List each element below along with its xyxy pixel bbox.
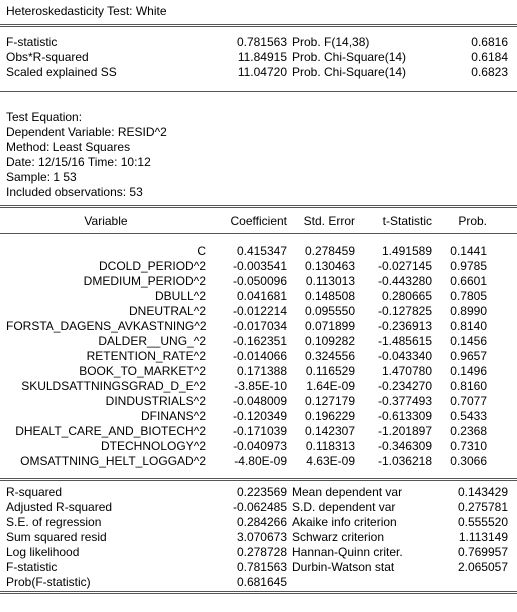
variable-name: FORSTA_DAGENS_AVKASTNING^2 (6, 319, 207, 333)
table-cell: 0.2368 (450, 424, 487, 438)
stat-value: 0.223569 (236, 485, 287, 499)
stat-label: Mean dependent var (292, 485, 403, 499)
table-cell: -0.027145 (377, 259, 432, 273)
table-cell: 0.415347 (236, 244, 287, 258)
table-cell: 0.041681 (236, 289, 287, 303)
table-cell: -0.040973 (232, 439, 287, 453)
divider (0, 591, 517, 594)
table-cell: 0.113013 (305, 274, 355, 288)
variable-name: DALDER__UNG_^2 (98, 334, 206, 348)
stat-label: Log likelihood (6, 545, 80, 559)
table-cell: 0.196229 (304, 409, 355, 423)
variable-name: DHEALT_CARE_AND_BIOTECH^2 (15, 424, 206, 438)
summary-label: F-statistic (6, 35, 58, 49)
table-cell: 0.142307 (304, 424, 355, 438)
test-equation-line: Test Equation: (6, 110, 83, 124)
summary-prob: 0.6816 (471, 35, 508, 49)
table-cell: -0.443280 (377, 274, 432, 288)
table-cell: 0.6601 (450, 274, 487, 288)
table-cell: -4.80E-09 (234, 454, 287, 468)
table-cell: -0.613309 (377, 409, 432, 423)
variable-name: DFINANS^2 (141, 409, 206, 423)
table-cell: -1.201897 (377, 424, 432, 438)
stat-value: 0.681645 (236, 575, 287, 589)
table-cell: -0.171039 (232, 424, 287, 438)
stat-label: Akaike info criterion (292, 515, 397, 529)
divider (0, 91, 517, 92)
stat-label: Schwarz criterion (292, 530, 385, 544)
table-cell: -0.003541 (232, 259, 287, 273)
table-cell: -1.485615 (377, 334, 432, 348)
table-cell: -0.050096 (232, 274, 287, 288)
table-cell: -3.85E-10 (234, 379, 287, 393)
stat-value: 1.113149 (458, 530, 508, 544)
stat-value: -0.062485 (232, 500, 287, 514)
table-cell: -0.017034 (232, 319, 287, 333)
table-cell: 0.127179 (304, 394, 355, 408)
table-cell: 0.9785 (450, 259, 487, 273)
summary-prob-label: Prob. Chi-Square(14) (292, 50, 407, 64)
stat-label: Prob(F-statistic) (6, 575, 91, 589)
variable-name: C (197, 244, 206, 258)
table-cell: 0.1456 (450, 334, 487, 348)
table-cell: 4.63E-09 (306, 454, 355, 468)
summary-label: Obs*R-squared (6, 50, 89, 64)
table-cell: -0.236913 (377, 319, 432, 333)
summary-prob-label: Prob. F(14,38) (292, 35, 370, 49)
variable-name: DMEDIUM_PERIOD^2 (83, 274, 206, 288)
stat-value: 0.278728 (236, 545, 287, 559)
column-header: Prob. (458, 214, 487, 228)
table-cell: 0.148508 (304, 289, 355, 303)
table-cell: -0.162351 (232, 334, 287, 348)
divider (0, 233, 517, 234)
stat-label: Sum squared resid (6, 530, 107, 544)
table-cell: 0.116529 (305, 364, 355, 378)
table-cell: 0.118313 (305, 439, 355, 453)
summary-prob-label: Prob. Chi-Square(14) (292, 65, 407, 79)
divider (0, 205, 517, 208)
table-cell: 0.7310 (450, 439, 487, 453)
table-cell: 0.278459 (304, 244, 355, 258)
stat-value: 0.555520 (457, 515, 508, 529)
table-cell: 0.5433 (450, 409, 487, 423)
table-cell: 1.64E-09 (306, 379, 355, 393)
summary-label: Scaled explained SS (6, 65, 117, 79)
table-cell: -0.234270 (377, 379, 432, 393)
variable-name: OMSATTNING_HELT_LOGGAD^2 (20, 454, 206, 468)
table-cell: 0.071899 (304, 319, 355, 333)
column-header: Coefficient (230, 214, 287, 228)
table-cell: 0.1441 (450, 244, 487, 258)
divider (0, 478, 517, 481)
table-cell: 1.470780 (381, 364, 432, 378)
table-cell: -1.036218 (377, 454, 432, 468)
summary-value: 0.781563 (236, 35, 287, 49)
table-cell: -0.377493 (377, 394, 432, 408)
table-cell: 0.1496 (450, 364, 487, 378)
table-cell: 0.7077 (450, 394, 487, 408)
table-cell: -0.127825 (377, 304, 432, 318)
table-cell: 1.491589 (381, 244, 432, 258)
table-cell: 0.130463 (304, 259, 355, 273)
table-cell: -0.120349 (232, 409, 287, 423)
table-cell: -0.346309 (377, 439, 432, 453)
stat-value: 0.769957 (457, 545, 508, 559)
variable-name: BOOK_TO_MARKET^2 (79, 364, 206, 378)
column-header: Std. Error (303, 214, 355, 228)
table-cell: 0.9657 (450, 349, 487, 363)
variable-name: SKULDSATTNINGSGRAD_D_E^2 (21, 379, 206, 393)
stat-label: R-squared (6, 485, 63, 499)
table-cell: 0.171388 (236, 364, 287, 378)
stat-label: Durbin-Watson stat (292, 560, 395, 574)
summary-prob: 0.6184 (471, 50, 508, 64)
table-cell: 0.280665 (381, 289, 432, 303)
stat-label: Hannan-Quinn criter. (292, 545, 403, 559)
variable-name: DTECHNOLOGY^2 (101, 439, 206, 453)
stat-value: 0.781563 (236, 560, 287, 574)
stat-value: 3.070673 (236, 530, 287, 544)
stat-label: S.E. of regression (6, 515, 102, 529)
variable-name: DNEUTRAL^2 (129, 304, 206, 318)
test-equation-line: Method: Least Squares (6, 140, 131, 154)
summary-value: 11.04720 (237, 65, 287, 79)
table-cell: 0.8990 (450, 304, 487, 318)
variable-name: DCOLD_PERIOD^2 (99, 259, 206, 273)
table-cell: 0.324556 (304, 349, 355, 363)
test-equation-line: Dependent Variable: RESID^2 (6, 125, 167, 139)
variable-name: DINDUSTRIALS^2 (105, 394, 206, 408)
column-header: Variable (84, 214, 128, 228)
divider (0, 24, 517, 27)
table-cell: -0.048009 (232, 394, 287, 408)
table-cell: 0.7805 (450, 289, 487, 303)
table-cell: 0.095550 (304, 304, 355, 318)
test-equation-line: Sample: 1 53 (6, 170, 77, 184)
table-cell: 0.109282 (304, 334, 355, 348)
stat-label: S.D. dependent var (292, 500, 396, 514)
test-equation-line: Date: 12/15/16 Time: 10:12 (6, 155, 151, 169)
stat-value: 0.143429 (457, 485, 508, 499)
test-title: Heteroskedasticity Test: White (6, 4, 167, 18)
table-cell: 0.8160 (450, 379, 487, 393)
table-cell: 0.8140 (450, 319, 487, 333)
variable-name: DBULL^2 (155, 289, 206, 303)
stat-label: F-statistic (6, 560, 58, 574)
stat-label: Adjusted R-squared (6, 500, 113, 514)
column-header: t-Statistic (382, 214, 432, 228)
table-cell: 0.3066 (450, 454, 487, 468)
stat-value: 0.284266 (236, 515, 287, 529)
variable-name: RETENTION_RATE^2 (86, 349, 206, 363)
table-cell: -0.014066 (232, 349, 287, 363)
summary-prob: 0.6823 (471, 65, 508, 79)
summary-value: 11.84915 (237, 50, 287, 64)
test-equation-line: Included observations: 53 (6, 185, 143, 199)
stat-value: 2.065057 (457, 560, 508, 574)
table-cell: -0.043340 (377, 349, 432, 363)
stat-value: 0.275781 (457, 500, 508, 514)
table-cell: -0.012214 (232, 304, 287, 318)
